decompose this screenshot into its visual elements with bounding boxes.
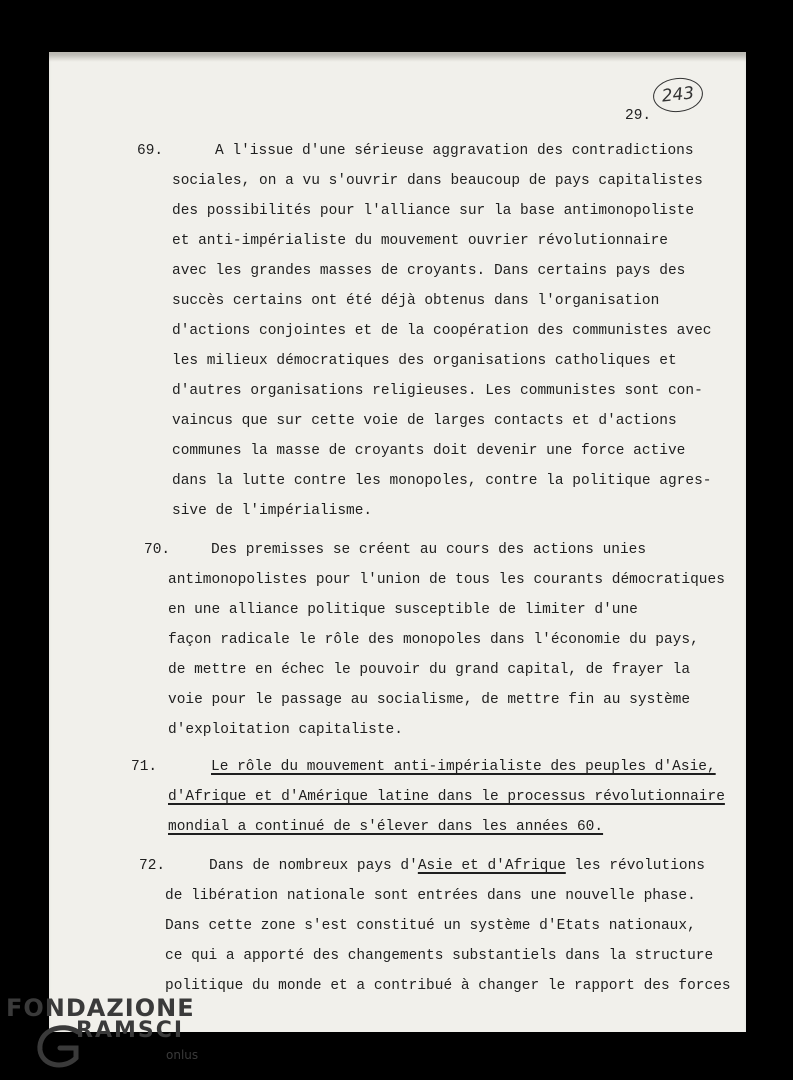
- paragraph-line: dans la lutte contre les monopoles, contre la politique agres-: [172, 473, 712, 489]
- paragraph-number: 72.: [139, 858, 166, 874]
- paragraph-line: d'exploitation capitaliste.: [168, 722, 403, 738]
- paragraph-line: succès certains ont été déjà obtenus dans l'organisation: [172, 293, 660, 309]
- paragraph-line: sociales, on a vu s'ouvrir dans beaucoup de pays capitalistes: [172, 173, 703, 189]
- document-page: [49, 52, 746, 1032]
- paragraph-line: d'actions conjointes et de la coopération des communistes avec: [172, 323, 712, 339]
- paragraph-line: communes la masse de croyants doit devenir une force active: [172, 443, 686, 459]
- paragraph-line: avec les grandes masses de croyants. Dans certains pays des: [172, 263, 686, 279]
- paragraph-line: sive de l'impérialisme.: [172, 503, 373, 519]
- paragraph-line: et anti-impérialiste du mouvement ouvrier révolutionnaire: [172, 233, 668, 249]
- watermark-line1: FONDAZIONE: [6, 994, 195, 1022]
- archive-number-stamp: 243: [651, 75, 704, 114]
- paragraph-line: de libération nationale sont entrées dans une nouvelle phase.: [165, 888, 696, 904]
- paragraph-line: politique du monde et a contribué à changer le rapport des forces: [165, 978, 731, 994]
- paragraph-line: voie pour le passage au socialisme, de mettre fin au système: [168, 692, 691, 708]
- paragraph-line: de mettre en échec le pouvoir du grand capital, de frayer la: [168, 662, 691, 678]
- paragraph-line: d'autres organisations religieuses. Les communistes sont con-: [172, 383, 703, 399]
- paragraph-line: façon radicale le rôle des monopoles dans l'économie du pays,: [168, 632, 699, 648]
- paragraph-number: 69.: [137, 143, 164, 159]
- paragraph-line: [209, 858, 705, 874]
- paragraph-number: 71.: [131, 759, 158, 775]
- paragraph-line: les milieux démocratiques des organisations catholiques et: [172, 353, 677, 369]
- paragraph-line-underlined: d'Afrique et d'Amérique latine dans le processus révolutionnaire: [168, 789, 725, 805]
- page-number: 29.: [625, 108, 652, 124]
- underlined-text: Asie et d'Afrique: [417, 858, 566, 874]
- paragraph-line: vaincus que sur cette voie de larges contacts et d'actions: [172, 413, 677, 429]
- paragraph-number: 70.: [144, 542, 171, 558]
- paragraph-line: Dans cette zone s'est constitué un système d'Etats nationaux,: [165, 918, 696, 934]
- watermark-line3: onlus: [166, 1048, 199, 1062]
- line-text: Dans de nombreux pays d': [209, 858, 418, 874]
- line-text: les révolutions: [565, 858, 706, 874]
- paragraph-line: A l'issue d'une sérieuse aggravation des contradictions: [215, 143, 694, 159]
- paragraph-line: Des premisses se créent au cours des actions unies: [211, 542, 647, 558]
- watermark-line2: RAMSCI: [76, 1018, 185, 1043]
- paragraph-line: en une alliance politique susceptible de limiter d'une: [168, 602, 638, 618]
- fondazione-gramsci-watermark: [6, 994, 206, 1074]
- paragraph-line: antimonopolistes pour l'union de tous les courants démocratiques: [168, 572, 725, 588]
- paragraph-line-underlined: Le rôle du mouvement anti-impérialiste des peuples d'Asie,: [211, 759, 716, 775]
- paragraph-line: des possibilités pour l'alliance sur la base antimonopoliste: [172, 203, 695, 219]
- paragraph-line-underlined: mondial a continué de s'élever dans les années 60.: [168, 819, 604, 835]
- paragraph-line: ce qui a apporté des changements substantiels dans la structure: [165, 948, 714, 964]
